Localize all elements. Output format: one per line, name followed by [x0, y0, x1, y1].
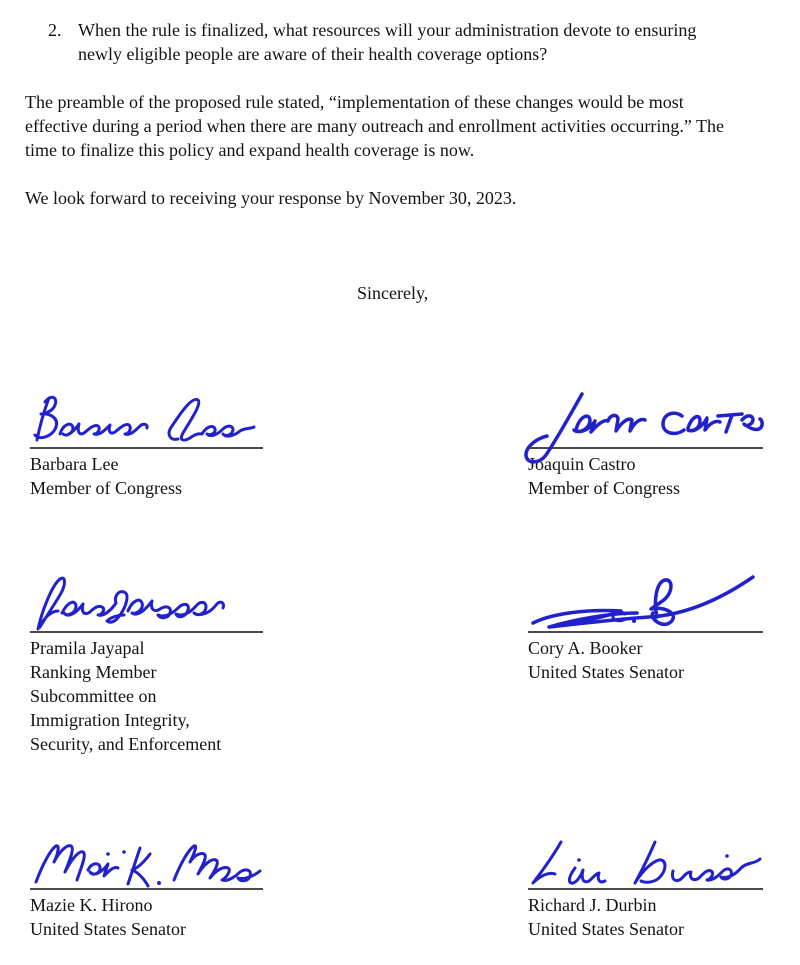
pramila-jayapal-signature-drawing: [26, 573, 231, 633]
signer-name: Mazie K. Hirono: [30, 895, 153, 915]
signer-title: United States Senator: [30, 919, 186, 939]
signature-line: [528, 631, 763, 633]
signer-name: Barbara Lee: [30, 454, 119, 474]
question-line: When the rule is finalized, what resources will your administration devote to ensuring: [78, 20, 697, 40]
body-paragraph: [25, 90, 785, 162]
paragraph-line: effective during a period when there are many outreach and enrollment activities occurring.” The: [25, 116, 725, 136]
signer-title: Member of Congress: [30, 478, 182, 498]
signature-block-mazie-hirono: [30, 830, 263, 941]
signature-mazie-hirono: [30, 830, 263, 888]
list-item-question: [78, 18, 768, 66]
valediction: Sincerely,: [357, 283, 429, 303]
signer-title: Security, and Enforcement: [30, 734, 222, 754]
signature-block-joaquin-castro: [528, 389, 763, 500]
signature-richard-durbin: [528, 830, 763, 888]
signer-title: Subcommittee on: [30, 686, 157, 706]
question-line: newly eligible people are aware of their health coverage options?: [78, 44, 548, 64]
richard-durbin-signature-drawing: [523, 836, 763, 890]
signer-name: Pramila Jayapal: [30, 638, 145, 658]
joaquin-castro-signature-drawing: [520, 389, 765, 465]
signature-joaquin-castro: [528, 389, 763, 447]
signature-block-barbara-lee: [30, 389, 263, 500]
signature-line: [30, 888, 263, 890]
signature-pramila-jayapal: [30, 573, 263, 631]
mazie-hirono-signature-drawing: [28, 838, 266, 888]
signer-title: Member of Congress: [528, 478, 680, 498]
list-item-number: 2.: [48, 20, 62, 40]
signature-cory-booker: [528, 573, 763, 631]
signer-title: United States Senator: [528, 919, 684, 939]
paragraph-line: time to finalize this policy and expand health coverage is now.: [25, 140, 475, 160]
closing-line: We look forward to receiving your response by November 30, 2023.: [25, 188, 517, 208]
signer-name: Joaquin Castro: [528, 454, 636, 474]
barbara-lee-signature-drawing: [30, 391, 260, 449]
signature-block-richard-durbin: [528, 830, 763, 941]
signer-title: United States Senator: [528, 662, 684, 682]
paragraph-line: The preamble of the proposed rule stated, “implementation of these changes would be most: [25, 92, 684, 112]
signer-name: Richard J. Durbin: [528, 895, 657, 915]
signer-title: Immigration Integrity,: [30, 710, 190, 730]
signature-barbara-lee: [30, 389, 263, 447]
signer-name: Cory A. Booker: [528, 638, 643, 658]
cory-booker-signature-drawing: [525, 569, 765, 631]
signature-block-cory-booker: [528, 573, 763, 684]
signer-title: Ranking Member: [30, 662, 157, 682]
signature-block-pramila-jayapal: [30, 573, 263, 756]
